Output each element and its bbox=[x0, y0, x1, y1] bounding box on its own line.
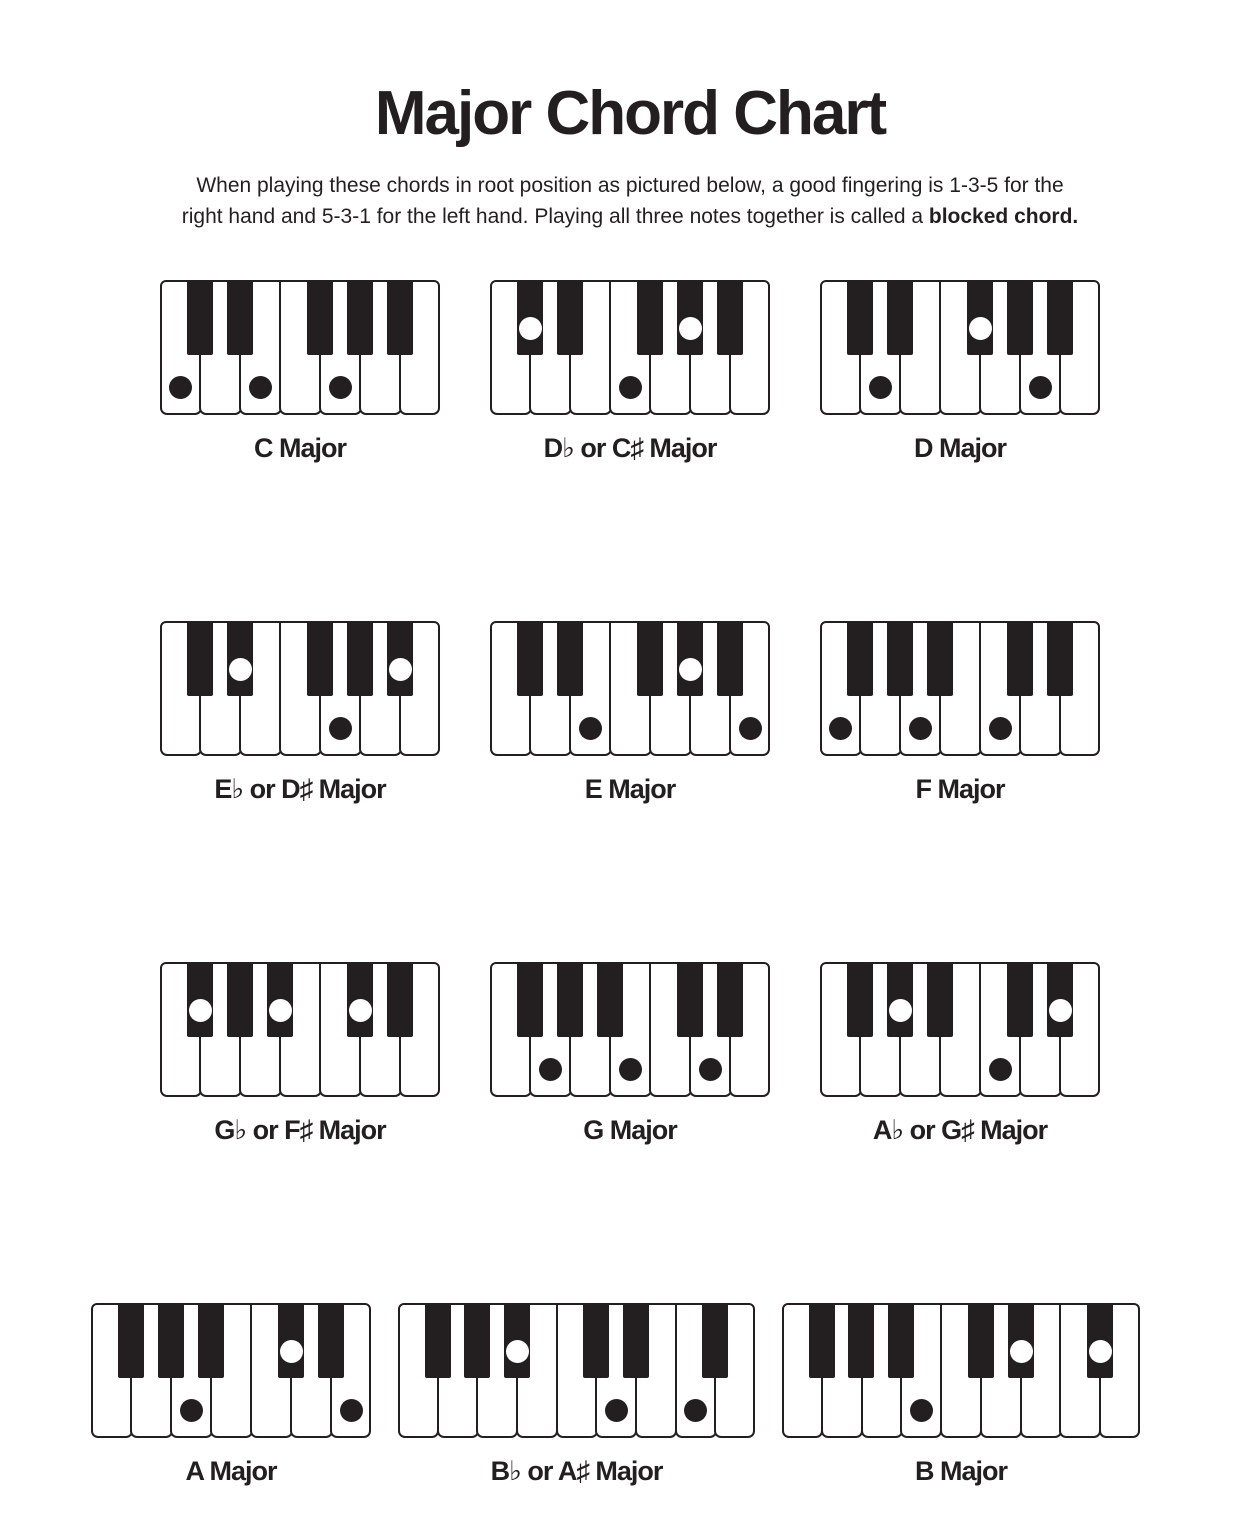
intro-line-1: When playing these chords in root position as pictured below, a good fingering is 1-3-5 for the bbox=[196, 174, 1064, 197]
black-key bbox=[387, 280, 413, 355]
hollow-note-marker bbox=[889, 999, 912, 1022]
black-key bbox=[968, 1303, 994, 1378]
chord-label: A♭ or G♯ Major bbox=[872, 1115, 1048, 1145]
black-key bbox=[1047, 280, 1073, 355]
chord-diagram bbox=[160, 962, 440, 1145]
black-key bbox=[227, 962, 253, 1037]
black-key bbox=[887, 280, 913, 355]
filled-note-marker bbox=[829, 717, 852, 740]
filled-note-marker bbox=[909, 717, 932, 740]
black-key bbox=[597, 962, 623, 1037]
black-key bbox=[347, 621, 373, 696]
chord-label: G Major bbox=[583, 1115, 677, 1145]
chord-diagram bbox=[160, 280, 440, 463]
filled-note-marker bbox=[579, 717, 602, 740]
black-key bbox=[847, 621, 873, 696]
black-key bbox=[623, 1303, 649, 1378]
piano-keyboard bbox=[91, 1303, 371, 1438]
chord-label: D♭ or C♯ Major bbox=[543, 433, 717, 463]
chord-diagram bbox=[820, 621, 1100, 804]
black-key bbox=[347, 962, 373, 1037]
filled-note-marker bbox=[539, 1058, 562, 1081]
black-key bbox=[848, 1303, 874, 1378]
black-key bbox=[227, 621, 253, 696]
chord-label: B♭ or A♯ Major bbox=[490, 1456, 663, 1486]
black-key bbox=[387, 962, 413, 1037]
black-key bbox=[504, 1303, 530, 1378]
filled-note-marker bbox=[249, 376, 272, 399]
hollow-note-marker bbox=[969, 317, 992, 340]
black-key bbox=[278, 1303, 304, 1378]
filled-note-marker bbox=[329, 376, 352, 399]
black-key bbox=[1047, 621, 1073, 696]
chord-diagram bbox=[820, 280, 1100, 463]
filled-note-marker bbox=[169, 376, 192, 399]
black-key bbox=[887, 962, 913, 1037]
black-key bbox=[637, 621, 663, 696]
black-key bbox=[227, 280, 253, 355]
black-key bbox=[557, 621, 583, 696]
chord-label: F Major bbox=[915, 774, 1005, 804]
filled-note-marker bbox=[329, 717, 352, 740]
black-key bbox=[809, 1303, 835, 1378]
piano-keyboard bbox=[398, 1303, 755, 1438]
page-title: Major Chord Chart bbox=[374, 79, 886, 148]
filled-note-marker bbox=[619, 376, 642, 399]
hollow-note-marker bbox=[1010, 1340, 1033, 1363]
black-key bbox=[677, 962, 703, 1037]
piano-keyboard bbox=[490, 962, 770, 1097]
filled-note-marker bbox=[340, 1399, 363, 1422]
hollow-note-marker bbox=[280, 1340, 303, 1363]
filled-note-marker bbox=[989, 717, 1012, 740]
black-key bbox=[1007, 962, 1033, 1037]
filled-note-marker bbox=[684, 1399, 707, 1422]
black-key bbox=[847, 280, 873, 355]
chord-label: C Major bbox=[253, 433, 346, 463]
black-key bbox=[517, 621, 543, 696]
black-key bbox=[927, 962, 953, 1037]
hollow-note-marker bbox=[1049, 999, 1072, 1022]
hollow-note-marker bbox=[229, 658, 252, 681]
black-key bbox=[1047, 962, 1073, 1037]
black-key bbox=[677, 621, 703, 696]
chord-diagram bbox=[160, 621, 440, 804]
filled-note-marker bbox=[619, 1058, 642, 1081]
piano-keyboard bbox=[820, 280, 1100, 415]
piano-keyboard bbox=[160, 621, 440, 756]
black-key bbox=[158, 1303, 184, 1378]
black-key bbox=[583, 1303, 609, 1378]
black-key bbox=[557, 280, 583, 355]
black-key bbox=[677, 280, 703, 355]
hollow-note-marker bbox=[506, 1340, 529, 1363]
black-key bbox=[717, 621, 743, 696]
piano-keyboard bbox=[160, 280, 440, 415]
piano-keyboard bbox=[820, 621, 1100, 756]
chord-label: D Major bbox=[913, 433, 1006, 463]
chord-diagram bbox=[820, 962, 1100, 1145]
chord-label: B Major bbox=[914, 1456, 1007, 1486]
piano-keyboard bbox=[782, 1303, 1140, 1438]
hollow-note-marker bbox=[679, 317, 702, 340]
black-key bbox=[717, 280, 743, 355]
hollow-note-marker bbox=[679, 658, 702, 681]
black-key bbox=[387, 621, 413, 696]
filled-note-marker bbox=[910, 1399, 933, 1422]
black-key bbox=[187, 621, 213, 696]
filled-note-marker bbox=[1029, 376, 1052, 399]
hollow-note-marker bbox=[269, 999, 292, 1022]
black-key bbox=[307, 280, 333, 355]
black-key bbox=[517, 280, 543, 355]
filled-note-marker bbox=[869, 376, 892, 399]
piano-keyboard bbox=[160, 962, 440, 1097]
black-key bbox=[198, 1303, 224, 1378]
black-key bbox=[702, 1303, 728, 1378]
chord-diagram bbox=[490, 962, 770, 1145]
black-key bbox=[307, 621, 333, 696]
black-key bbox=[425, 1303, 451, 1378]
hollow-note-marker bbox=[349, 999, 372, 1022]
black-key bbox=[557, 962, 583, 1037]
black-key bbox=[927, 621, 953, 696]
piano-keyboard bbox=[820, 962, 1100, 1097]
chord-diagram bbox=[490, 280, 770, 463]
filled-note-marker bbox=[605, 1399, 628, 1422]
black-key bbox=[637, 280, 663, 355]
filled-note-marker bbox=[989, 1058, 1012, 1081]
hollow-note-marker bbox=[519, 317, 542, 340]
piano-keyboard bbox=[490, 621, 770, 756]
black-key bbox=[888, 1303, 914, 1378]
filled-note-marker bbox=[699, 1058, 722, 1081]
intro-text bbox=[100, 170, 1160, 232]
black-key bbox=[1007, 280, 1033, 355]
black-key bbox=[347, 280, 373, 355]
intro-bold-term: blocked chord. bbox=[928, 205, 1079, 228]
black-key bbox=[717, 962, 743, 1037]
chord-label: E♭ or D♯ Major bbox=[214, 774, 386, 804]
filled-note-marker bbox=[739, 717, 762, 740]
black-key bbox=[318, 1303, 344, 1378]
black-key bbox=[118, 1303, 144, 1378]
black-key bbox=[267, 962, 293, 1037]
hollow-note-marker bbox=[389, 658, 412, 681]
intro-line-2: right hand and 5-3-1 for the left hand. Playing all three notes together is called a bbox=[181, 205, 929, 228]
chord-label: A Major bbox=[185, 1456, 277, 1486]
black-key bbox=[1008, 1303, 1034, 1378]
black-key bbox=[1007, 621, 1033, 696]
black-key bbox=[517, 962, 543, 1037]
chord-diagram bbox=[490, 621, 770, 804]
chord-label: E Major bbox=[584, 774, 676, 804]
black-key bbox=[847, 962, 873, 1037]
hollow-note-marker bbox=[189, 999, 212, 1022]
filled-note-marker bbox=[180, 1399, 203, 1422]
black-key bbox=[887, 621, 913, 696]
black-key bbox=[1087, 1303, 1113, 1378]
black-key bbox=[464, 1303, 490, 1378]
chord-diagram bbox=[398, 1303, 755, 1486]
piano-keyboard bbox=[490, 280, 770, 415]
chord-diagram bbox=[91, 1303, 371, 1486]
chord-label: G♭ or F♯ Major bbox=[214, 1115, 386, 1145]
black-key bbox=[967, 280, 993, 355]
chord-diagram bbox=[782, 1303, 1140, 1486]
hollow-note-marker bbox=[1089, 1340, 1112, 1363]
black-key bbox=[187, 280, 213, 355]
black-key bbox=[187, 962, 213, 1037]
